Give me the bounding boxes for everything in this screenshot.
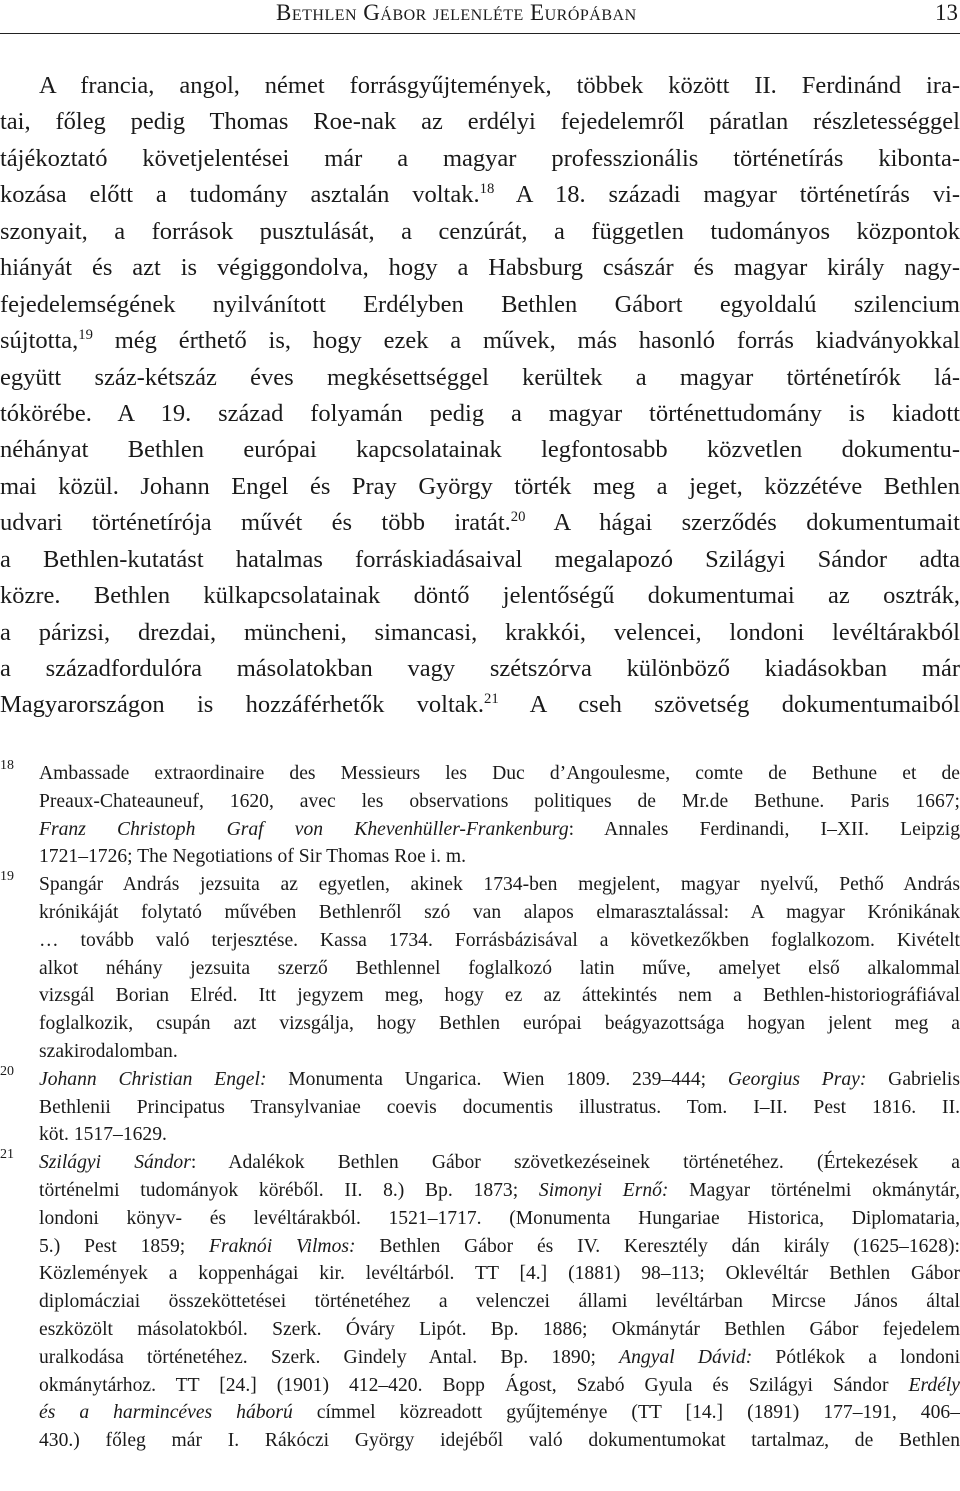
body-line-text: A francia, angol, német forrásgyűjtemények, többek között II. Ferdinánd ira- [39,72,960,99]
body-line-text: kozása előtt a tudomány asztalán voltak. [0,181,480,209]
body-line [0,104,960,140]
footnote [0,871,960,1066]
footnote-text: : Adalékok Bethlen Gábor szövetkezéseinek történetéhez. (Értekezések a [190,1152,960,1174]
body-line [0,542,960,578]
footnote-line [39,788,960,816]
footnote-line [39,1010,960,1038]
footnote-line [39,1066,960,1094]
footnote-italic-text: Angyal Dávid: [619,1346,753,1368]
footnote [0,760,960,871]
footnote-number: 18 [0,758,14,773]
header-rule [0,33,960,34]
footnote-text: londoni könyv- és levéltárakból. 1521–1717. (Monumenta Hungariae Historica, Diplomataria, [39,1207,960,1229]
footnote-italic-text: és a harmincéves háború [39,1402,293,1424]
footnote-line [39,816,960,844]
body-line-text: sújtotta, [0,327,79,355]
footnote-text: Preaux-Chateauneuf, 1620, avec les observations politiques de Mr.de Bethune. Paris 1667; [39,790,960,812]
footnote [0,1149,960,1455]
body-line-text: mai közül. Johann Engel és Pray György törték meg a jeget, közzétéve Bethlen [0,472,960,500]
footnote-line [39,1344,960,1372]
body-line [0,68,960,104]
body-line-text: A cseh szövetség dokumentumaiból [498,691,960,719]
footnote-text: eszközölt másolatokból. Szerk. Óváry Lipót. Bp. 1886; Okmánytár Bethlen Gábor fejedelem [39,1318,960,1340]
footnote-text: Ambassade extraordinaire des Messieurs les Duc d’Angoulesme, comte de Bethune et de [39,763,960,784]
footnote-number: 20 [0,1063,14,1079]
footnote-text: diplomácziai összeköttetései történetéhez a velenczei állami levéltárban Mircse János által [39,1291,960,1313]
footnote-text: foglalkozik, csupán azt vizsgálja, hogy Bethlen európai beágyazottsága hogyan jelent meg a [39,1013,960,1035]
body-line-text: tókörébe. A 19. század folyamán pedig a magyar történettudomány is kiadott [0,399,960,427]
footnote-line [39,1372,960,1400]
footnotes [0,760,960,1455]
footnote-line [39,982,960,1010]
body-line-text: szonyait, a források pusztulását, a cenzúrát, a független tudományos központok [0,217,960,245]
footnote-italic-text: Fraknói Vilmos: [209,1235,356,1257]
body-line-text: a századfordulóra másolatokban vagy szétszórva különböző kiadásokban már [0,655,960,682]
footnote-line [39,955,960,983]
body-line [0,615,960,651]
body-line-text: Magyarországon is hozzáférhetők voltak. [0,691,485,719]
footnote-text: történelmi tudományok köréből. II. 8.) Bp. 1873; [39,1179,539,1201]
running-header [0,0,960,34]
footnote-ref: 19 [78,326,93,343]
footnote-text: krónikáját folytató művében Bethlenről szó van alapos elmarasztalással: A magyar Krónikának [39,901,960,923]
body-line-text: a Bethlen-kutatást hatalmas forráskiadásaival megalapozó Szilágyi Sándor adta [0,545,960,573]
body-line-text: A 18. századi magyar történetírás vi- [494,181,960,209]
footnote-text: 1721–1726; The Negotiations of Sir Thomas Roe i. m. [39,846,467,868]
footnote-text: Pótlékok a londoni [752,1346,960,1368]
body-line-text: tájékoztató követjelentései már a magyar professzionális történetírás kibonta- [0,144,960,172]
footnote-line [39,1427,960,1455]
body-line-text: közre. Bethlen külkapcsolatainak döntő jelentőségű dokumentumai az osztrák, [0,582,960,610]
footnote [0,1063,960,1149]
footnote-ref: 18 [479,181,495,198]
footnote-line [39,1094,960,1122]
footnote-text: Spangár András jezsuita az egyetlen, akinek 1734-ben megjelent, magyar nyelvű, Pethő András [39,874,960,896]
body-line [0,177,960,213]
body-line-text: néhányat Bethlen európai kapcsolatainak legfontosabb közvetlen dokumentu- [0,436,960,464]
footnote-text: alkot néhány jezsuita szerző Bethlennel foglalkozó latin műve, amelyet első alkalommal [39,957,960,979]
footnote-text: Magyar történelmi okmánytár, [668,1179,960,1201]
footnote-italic-text: Georgius Pray: [727,1068,867,1090]
footnote-text: vizsgál Borian Elréd. Itt jegyzem meg, hogy ez az áttekintés nem a Bethlen-historiográfiával [39,985,960,1007]
footnote-italic-text: Szilágyi Sándor [39,1152,191,1174]
body-line [0,287,960,323]
footnote-line [39,927,960,955]
footnote-italic-text: Johann Christian Engel: [39,1068,267,1090]
body-line-text: még érthető is, hogy ezek a művek, más hasonló forrás kiadványokkal [92,327,960,355]
body-line-text: fejedelemségének nyilvánított Erdélyben Bethlen Gábort egyoldalú szilencium [0,290,960,318]
footnote-line [39,1316,960,1344]
body-line-text: udvari történetírója művét és több iratát. [0,509,511,537]
footnote-line [39,1121,960,1149]
footnote-text: Közlemények a koppenhágai kir. levéltárból. TT [4.] (1881) 98–113; Oklevéltár Bethlen Gábor [39,1263,960,1285]
body-line-text: A hágai szerződés dokumentumait [525,509,960,537]
footnote-text: köt. 1517–1629. [39,1124,167,1146]
body-line [0,323,960,359]
body-line-text: a párizsi, drezdai, müncheni, simancasi, krakkói, velencei, londoni levéltárakból [0,618,960,646]
footnote-text: címmel közreadott gyűjteménye (TT [14.] (1891) 177–191, 406– [292,1402,960,1424]
footnote-line [39,1260,960,1288]
footnote-ref: 20 [510,509,526,526]
body-line-text: együtt száz-kétszáz éves megkésettséggel kerültek a magyar történetírók lá- [0,363,960,391]
footnote-text: szakirodalomban. [39,1040,178,1062]
footnote-text: Monumenta Ungarica. Wien 1809. 239–444; [266,1068,728,1090]
footnote-text: Bethlenii Principatus Transylvaniae coevis documentis illustratus. Tom. I–II. Pest 1816. II. [39,1096,960,1118]
body-line [0,396,960,432]
footnote-line [39,871,960,899]
footnote-text: uralkodása történetéhez. Szerk. Gindely Antal. Bp. 1890; [39,1346,620,1368]
footnote-text: 430.) főleg már I. Rákóczi György idejéből való dokumentumokat tartalmaz, de Bethlen [39,1430,960,1452]
footnote-line [39,1149,960,1177]
body-line [0,578,960,614]
body-line [0,214,960,250]
footnote-line [39,1038,960,1066]
footnote-text: Bethlen Gábor és IV. Keresztély dán király (1625–1628): [355,1235,960,1257]
footnote-text: okmánytárhoz. TT [24.] (1901) 412–420. Bopp Ágost, Szabó Gyula és Szilágyi Sándor [39,1374,909,1396]
footnote-line [39,1205,960,1233]
footnote-italic-text: Simonyi Ernő: [538,1179,669,1201]
body-line [0,469,960,505]
footnote-line [39,760,960,788]
footnote-number: 19 [0,869,14,885]
body-line [0,505,960,541]
footnote-line [39,1399,960,1427]
footnote-text: Gabrielis [866,1068,960,1090]
body-text [0,68,960,724]
footnote-line [39,1288,960,1316]
footnote-line [39,1177,960,1205]
body-line-text: tai, főleg pedig Thomas Roe-nak az erdélyi fejedelemről páratlan részletességgel [0,108,960,136]
body-line [0,250,960,286]
body-line [0,432,960,468]
body-line [0,687,960,723]
body-line-text: hiányát és azt is végiggondolva, hogy a Habsburg császár és magyar király nagy- [0,254,960,282]
footnote-line [39,1233,960,1261]
body-line [0,651,960,687]
footnote-number: 21 [0,1147,14,1163]
page-number: 13 [935,0,958,25]
footnote-text: : Annales Ferdinandi, I–XII. Leipzig [568,818,960,840]
footnote-italic-text: Franz Christoph Graf von Khevenhüller-Frankenburg [39,818,569,840]
footnote-line [39,899,960,927]
footnote-text: 5.) Pest 1859; [39,1235,210,1257]
footnote-ref: 21 [484,691,499,708]
footnote-text: … tovább való terjesztése. Kassa 1734. Forrásbázisával a következőkben foglalkozom. Kivételt [39,929,960,951]
footnote-italic-text: Erdély [908,1374,960,1396]
running-title: Bethlen Gábor jelenléte Európában [276,0,637,25]
footnote-line [39,843,960,871]
body-line [0,141,960,177]
body-line [0,360,960,396]
